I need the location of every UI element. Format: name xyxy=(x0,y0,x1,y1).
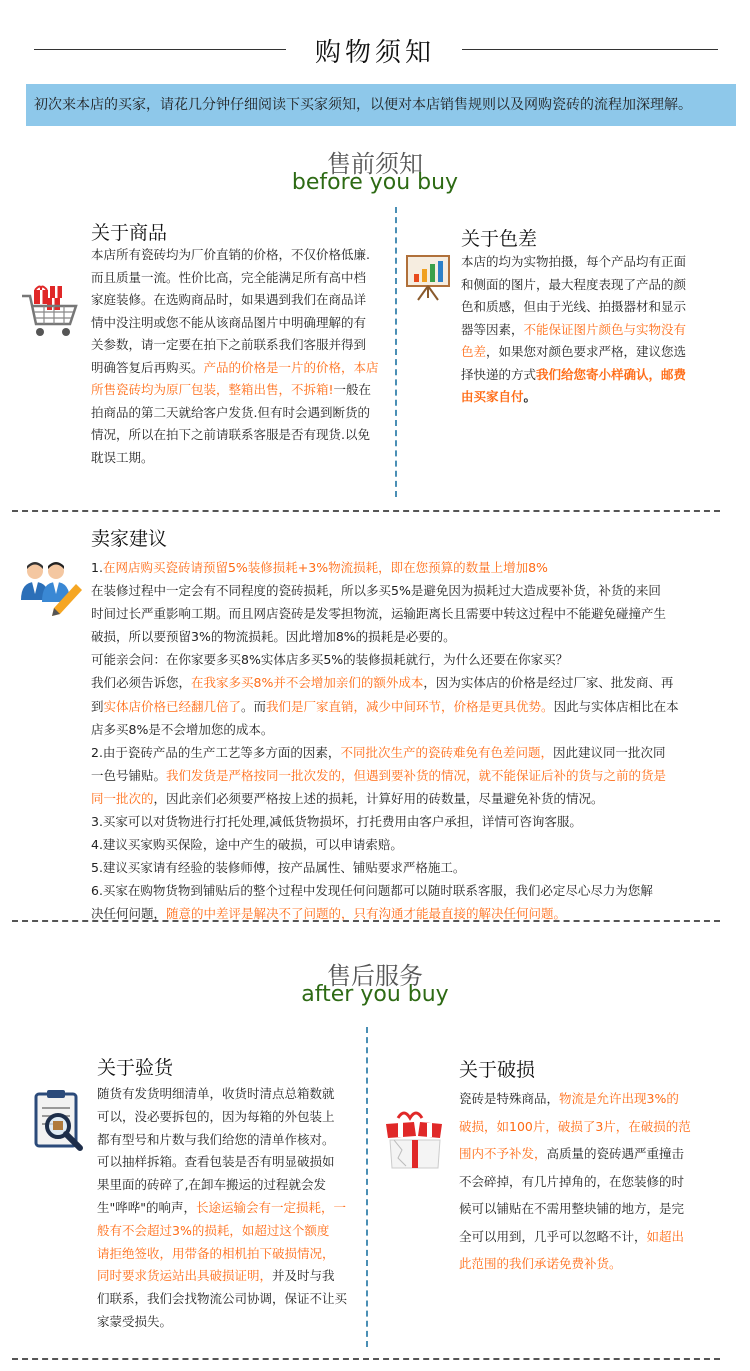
body-text: 一般在 xyxy=(333,382,372,397)
body-text: 时间过长严重影响工期。而且网店瓷砖是发零担物流，运输距离长且需要中转这过程中不能避免碰撞产生 xyxy=(91,606,667,622)
before-title-cn: 售前须知 xyxy=(327,150,423,178)
text-line xyxy=(91,856,721,879)
highlight-text: 由买家自付 xyxy=(461,389,524,404)
body-text: 可能亲会问：在你家要多买8%实体店多买5%的装修损耗就行，为什么还要在你家买？ xyxy=(91,652,569,668)
body-text: 不会碎掉，有几片掉角的，在您装修的时 xyxy=(459,1173,685,1189)
highlight-text: 不能保证图片颜色与实物没有 xyxy=(523,321,687,337)
text-line xyxy=(97,1220,362,1243)
highlight-text: 般有不会超过3%的损耗，如超过这个额度 xyxy=(97,1222,330,1238)
text-line xyxy=(461,296,731,319)
highlight-text: 破损，如100片，破损了3片，在破损的范 xyxy=(459,1118,691,1134)
text-line xyxy=(91,718,721,741)
goods-text xyxy=(91,244,386,469)
body-text: 而且质量一流。性价比高，完全能满足所有高中档 xyxy=(91,269,367,285)
divider-3 xyxy=(12,1358,720,1360)
text-line xyxy=(461,319,731,342)
text-line xyxy=(461,341,731,364)
people-pen-icon xyxy=(18,560,86,616)
intro-banner: 初次来本店的买家，请花几分钟仔细阅读下买家须知，以便对本店销售规则以及网购瓷砖的流程加深理解。 xyxy=(26,84,736,126)
body-text: 随货有发货明细清单，收货时清点总箱数就 xyxy=(97,1086,335,1101)
text-line xyxy=(91,244,386,267)
text-line xyxy=(97,1265,362,1288)
text-line xyxy=(461,251,731,274)
advice-title: 卖家建议 xyxy=(91,528,168,550)
before-title-en: before you buy xyxy=(291,170,459,195)
text-line xyxy=(91,267,386,290)
highlight-text: 随意的中差评是解决不了问题的，只有沟通才能最直接的解决任何问题。 xyxy=(166,906,567,922)
highlight-text: 我们给您寄小样确认，邮费 xyxy=(536,366,687,382)
body-text: 6.买家在购物货物到铺贴后的整个过程中发现任何问题都可以随时联系客服，我们必定尽心尽力为您解 xyxy=(91,883,653,899)
divider-1 xyxy=(12,510,720,512)
text-line xyxy=(459,1140,709,1168)
broken-gift-icon xyxy=(380,1110,450,1170)
highlight-text: 我们是厂家直销，减少中间环节，价格是更具优势。 xyxy=(266,698,554,714)
highlight-text: 我们发货是严格按同一批次发的，但遇到要补货的情况，就不能保证后补的货与之前的货是 xyxy=(166,767,667,783)
body-text: 在装修过程中一定会有不同程度的瓷砖损耗，所以多买5%是避免因为损耗过大造成要补货，补货的来回 xyxy=(91,583,661,599)
text-line xyxy=(461,386,731,409)
text-line xyxy=(91,879,721,902)
body-text: 破损，所以要预留3%的物流损耗。因此增加8%的损耗是必要的。 xyxy=(91,629,456,645)
text-line xyxy=(91,289,386,312)
text-line xyxy=(91,357,386,380)
body-text: 关参数，请一定要在拍下之前联系我们客服并得到 xyxy=(91,337,367,352)
body-text: 器等因素， xyxy=(461,321,524,337)
body-text: 2.由于瓷砖产品的生产工艺等多方面的因素， xyxy=(91,744,341,760)
highlight-text: 同一批次的 xyxy=(91,790,154,806)
body-text: 和侧面的图片，最大程度表现了产品的颜 xyxy=(461,276,687,292)
body-text: 全可以用到，几乎可以忽略不计， xyxy=(459,1228,647,1244)
damage-title: 关于破损 xyxy=(459,1059,536,1081)
text-line xyxy=(97,1083,362,1106)
body-text: 1. xyxy=(91,560,103,575)
text-line xyxy=(91,810,721,833)
highlight-text: 实体店价格已经翻几倍了 xyxy=(103,698,242,714)
text-line xyxy=(97,1311,362,1334)
body-text: 择快递的方式 xyxy=(461,366,537,382)
body-text: 候可以铺贴在不需用整块铺的地方，是完 xyxy=(459,1201,685,1216)
body-text: ，如果您对颜色要求严格，建议您选 xyxy=(486,344,687,359)
text-line xyxy=(91,902,721,925)
highlight-text: 在我家多买8%并不会增加亲们的额外成本 xyxy=(191,675,424,691)
highlight-text: 色差 xyxy=(461,344,487,359)
inspect-title: 关于验货 xyxy=(97,1057,174,1079)
body-text: ，因此亲们必须要严格按上述的损耗，计算好用的砖数量，尽量避免补货的情况。 xyxy=(153,790,604,806)
divider-2 xyxy=(12,920,720,922)
text-line xyxy=(461,364,731,387)
highlight-text: 围内不予补发， xyxy=(459,1146,547,1161)
highlight-text: 如超出 xyxy=(646,1228,685,1244)
text-line xyxy=(91,312,386,335)
body-text: 情况，所以在拍下之前请联系客服是否有现货.以免 xyxy=(91,427,370,442)
text-line xyxy=(91,671,721,694)
highlight-text: 同时要求货运站出具破损证明， xyxy=(97,1268,273,1284)
text-line xyxy=(97,1288,362,1311)
text-line xyxy=(97,1174,362,1197)
body-text: 色和质感，但由于光线、拍摄器材和显示 xyxy=(461,299,687,314)
text-line xyxy=(97,1106,362,1129)
text-line xyxy=(91,579,721,602)
text-line xyxy=(91,741,721,764)
text-line xyxy=(91,625,721,648)
text-line xyxy=(91,787,721,810)
body-text: 因此建议同一批次同 xyxy=(552,744,666,760)
text-line xyxy=(97,1197,362,1220)
title-rule-right xyxy=(462,49,718,50)
text-line xyxy=(461,274,731,297)
body-text: 。而 xyxy=(241,698,267,714)
after-title-cn: 售后服务 xyxy=(327,962,423,990)
text-line xyxy=(91,556,721,579)
text-line xyxy=(91,648,721,671)
text-line xyxy=(459,1168,709,1196)
highlight-text: 所售瓷砖均为原厂包装，整箱出售，不拆箱! xyxy=(91,382,334,397)
body-text: 都有型号和片数与我们给您的清单作核对。 xyxy=(97,1131,335,1147)
text-line xyxy=(459,1113,709,1141)
highlight-text: 产品的价格是一片的价格，本店 xyxy=(203,359,379,375)
body-text: 家蒙受损失。 xyxy=(97,1313,173,1329)
after-title-en: after you buy xyxy=(301,982,449,1007)
body-text: 决任何问题， xyxy=(91,906,167,922)
body-text: 生"哗哗"的响声， xyxy=(97,1199,196,1215)
before-divider xyxy=(395,207,397,497)
body-text: 明确答复后再购买。 xyxy=(91,359,204,375)
body-text: 到 xyxy=(91,698,104,714)
body-text: 情中没注明或您不能从该商品图片中明确理解的有 xyxy=(91,314,367,330)
text-line xyxy=(97,1243,362,1266)
text-line xyxy=(459,1250,709,1278)
body-text: 一色号铺贴。 xyxy=(91,767,167,783)
body-text: 果里面的砖碎了,在卸车搬运的过程就会发 xyxy=(97,1177,326,1193)
highlight-text: 长途运输会有一定损耗，一 xyxy=(196,1199,347,1215)
text-line xyxy=(91,447,386,470)
body-text: 店多买8%是不会增加您的成本。 xyxy=(91,721,274,737)
highlight-text: 请拒绝签收，用带备的相机拍下破损情况， xyxy=(97,1245,335,1261)
body-text: 高质量的瓷砖遇严重撞击 xyxy=(546,1146,685,1161)
highlight-text: 物流是允许出现3%的 xyxy=(559,1091,679,1106)
body-text: 我们必须告诉您， xyxy=(91,675,192,691)
body-text: 3.买家可以对货物进行打托处理,减低货物损坏，打托费用由客户承担，详情可咨询客服。 xyxy=(91,814,582,830)
body-text: 们联系，我们会找物流公司协调，保证不让买 xyxy=(97,1291,348,1307)
goods-title: 关于商品 xyxy=(91,222,168,244)
text-line xyxy=(459,1195,709,1223)
highlight-text: 在网店购买瓷砖请预留5%装修损耗+3%物流损耗，即在您预算的数量上增加8% xyxy=(102,560,548,575)
body-text: 本店的均为实物拍摄，每个产品均有正面 xyxy=(461,254,687,269)
body-text: ，因为实体店的价格是经过厂家、批发商、再 xyxy=(423,675,674,691)
text-line xyxy=(91,695,721,718)
body-text: 4.建议买家购买保险，途中产生的破损，可以申请索赔。 xyxy=(91,837,403,853)
body-text: 并及时与我 xyxy=(272,1268,335,1284)
damage-text xyxy=(459,1085,709,1278)
body-text: 。 xyxy=(523,389,537,404)
text-line xyxy=(91,334,386,357)
body-text: 家庭装修。在选购商品时，如果遇到我们在商品详 xyxy=(91,292,367,307)
body-text: 因此与实体店相比在本 xyxy=(553,698,679,714)
body-text: 可以抽样拆箱。查看包装是否有明显破损如 xyxy=(97,1154,335,1170)
advice-text xyxy=(91,556,721,926)
text-line xyxy=(91,402,386,425)
chart-board-icon xyxy=(404,252,452,302)
after-divider xyxy=(366,1027,368,1347)
text-line xyxy=(91,424,386,447)
body-text: 瓷砖是特殊商品， xyxy=(459,1091,560,1106)
text-line xyxy=(97,1129,362,1152)
body-text: 拍商品的第二天就给客户发货.但有时会遇到断货的 xyxy=(91,404,370,420)
text-line xyxy=(459,1223,709,1251)
text-line xyxy=(91,602,721,625)
text-line xyxy=(91,764,721,787)
highlight-text: 不同批次生产的瓷砖难免有色差问题， xyxy=(340,744,553,760)
text-line xyxy=(97,1151,362,1174)
color-text xyxy=(461,251,731,409)
shopping-cart-icon xyxy=(20,284,82,342)
page-title: 购物须知 xyxy=(314,38,435,68)
body-text: 5.建议买家请有经验的装修师傅，按产品属性、铺贴要求严格施工。 xyxy=(91,860,466,876)
inspect-text xyxy=(97,1083,362,1334)
text-line xyxy=(459,1085,709,1113)
magnifier-clipboard-icon xyxy=(30,1088,88,1154)
text-line xyxy=(91,833,721,856)
body-text: 可以，没必要拆包的，因为每箱的外包装上 xyxy=(97,1108,335,1124)
text-line xyxy=(91,379,386,402)
body-text: 本店所有瓷砖均为厂价直销的价格，不仅价格低廉. xyxy=(91,247,370,262)
body-text: 耽误工期。 xyxy=(91,449,154,465)
color-title: 关于色差 xyxy=(461,228,538,250)
highlight-text: 此范围的我们承诺免费补货。 xyxy=(459,1256,622,1271)
